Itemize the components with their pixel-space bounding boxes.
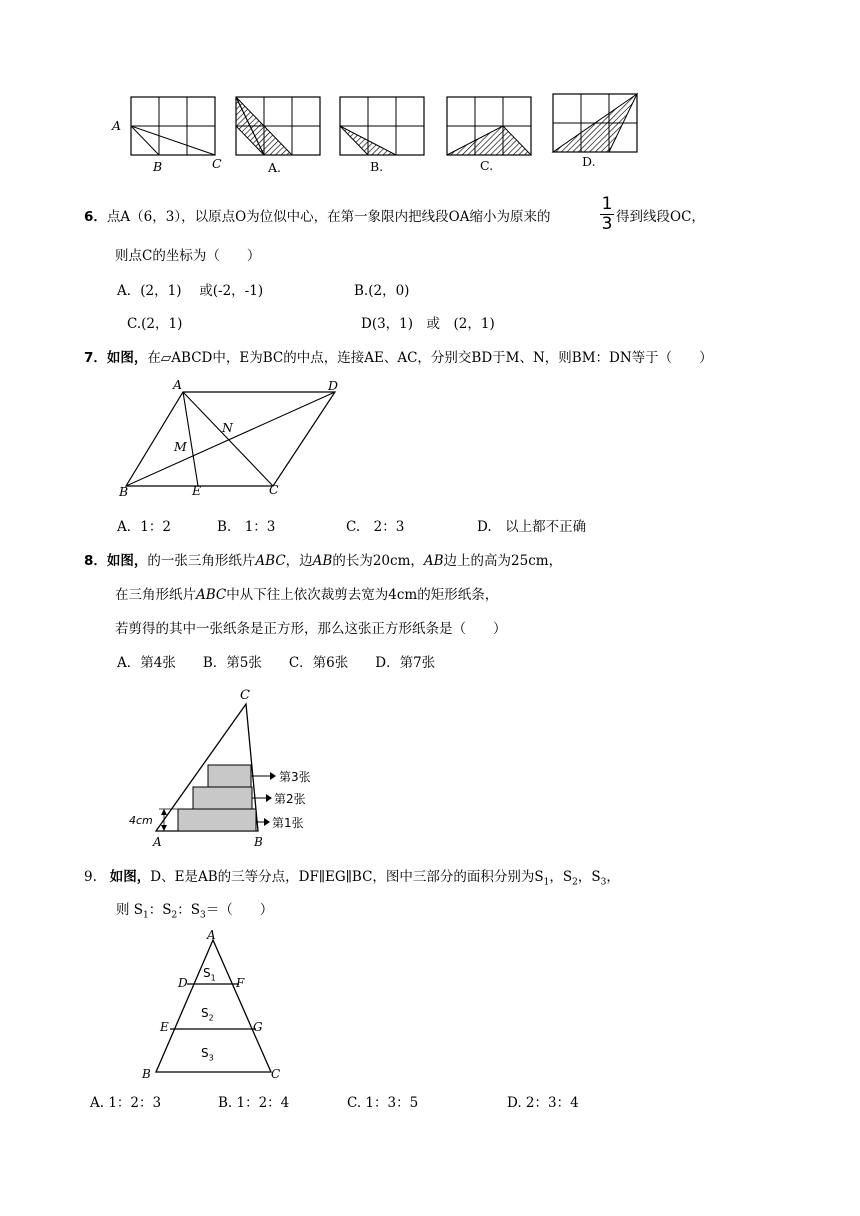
q9-region-s1 xyxy=(203,966,216,982)
q6-stem-pre: 点A（6，3），以原点O为位似中心，在第一象限内把线段OA缩小为原来的 xyxy=(106,209,551,225)
q6-option-b: B.(2，0) xyxy=(354,283,410,299)
fig5-option-c-label: C. xyxy=(480,158,494,173)
q8-line1-b: ，边 xyxy=(285,553,313,569)
q9-label-b: B xyxy=(142,1067,151,1081)
q8-strip-3-label: 第3张 xyxy=(279,770,311,784)
q7-prefix: 如图， xyxy=(106,350,148,366)
q6-fraction xyxy=(600,196,614,233)
q9-option-a: A. 1：2：3 xyxy=(90,1095,162,1111)
q6-option-d: D(3，1) 或 (2，1) xyxy=(361,316,495,332)
q9-line2 xyxy=(116,900,273,926)
q7-number: 7． xyxy=(84,350,107,366)
q8-line1-d: 边上的高为25cm， xyxy=(443,553,563,569)
q7-option-d: D. 以上都不正确 xyxy=(477,519,587,535)
q8-abc-2: ABC xyxy=(196,587,227,603)
q9-sub-2: 2 xyxy=(572,877,578,888)
q9-option-c: C. 1：3：5 xyxy=(347,1095,419,1111)
q8-label-c: C xyxy=(240,688,250,703)
q9-region-s3-sub: 3 xyxy=(208,1053,214,1063)
q9-region-s3 xyxy=(201,1046,214,1062)
q8-number: 8． xyxy=(84,553,107,569)
q9-number: 9. xyxy=(84,869,97,885)
q9-label-a: A xyxy=(207,928,216,942)
q9-line1 xyxy=(84,867,620,893)
q9-line2-c: ：S xyxy=(177,902,201,918)
q9-region-s2-sub: 2 xyxy=(208,1013,214,1023)
q7-stem-text: 在▱ABCD中，E为BC的中点，连接AE、AC，分别交BD于M、N，则BM：DN等于（ ） xyxy=(147,350,713,366)
q7-option-a: A．1：2 xyxy=(117,519,171,535)
q8-line1-c: 的长为20cm， xyxy=(332,553,424,569)
q9-line2-sub-2: 2 xyxy=(171,910,178,921)
q9-prefix: 如图， xyxy=(109,869,151,885)
q8-ab-2: AB xyxy=(423,553,444,569)
q9-stem-d: ， xyxy=(606,869,620,885)
option-d-grid-figure xyxy=(553,94,637,152)
fig5-option-a-label: A. xyxy=(268,160,282,175)
q6-fraction-numerator: 1 xyxy=(601,194,613,214)
q8-strip-2-label: 第2张 xyxy=(274,792,306,806)
q9-option-d: D. 2：3：4 xyxy=(507,1095,579,1111)
q9-option-b: B. 1：2：4 xyxy=(218,1095,290,1111)
q9-label-g: G xyxy=(253,1020,263,1034)
q8-options: A．第4张 B．第5张 C．第6张 D．第7张 xyxy=(117,655,436,671)
q9-stem-b: ，S xyxy=(549,869,573,885)
q7-label-m: M xyxy=(174,439,187,454)
option-b-grid-figure xyxy=(340,97,424,155)
fig5-label-b: B xyxy=(153,159,163,174)
option-a-grid-figure xyxy=(236,97,320,155)
q9-line2-a: 则 S xyxy=(116,902,144,918)
q9-line2-b: ：S xyxy=(148,902,172,918)
fig5-option-d-label: D. xyxy=(582,154,596,169)
q6-option-a: A．(2，1) 或(-2，-1) xyxy=(117,283,264,299)
fig5-label-c: C xyxy=(212,156,222,171)
q9-region-s1-sub: 1 xyxy=(210,973,216,983)
q9-label-d: D xyxy=(178,976,188,990)
q7-label-d: D xyxy=(328,378,339,393)
q9-region-s3-letter: S xyxy=(201,1046,209,1060)
q9-line2-sub-3: 3 xyxy=(200,910,206,921)
q9-region-s1-letter: S xyxy=(203,966,211,980)
q6-option-c: C.(2，1) xyxy=(127,316,183,332)
q6-fraction-denominator: 3 xyxy=(601,214,613,234)
q7-label-n: N xyxy=(222,420,233,435)
q8-prefix: 如图， xyxy=(106,553,148,569)
parallelogram-figure xyxy=(110,376,350,500)
q8-line2-a: 在三角形纸片 xyxy=(115,587,196,603)
q6-stem xyxy=(84,207,550,227)
q8-line2-b: 中从下往上依次裁剪去宽为4cm的矩形纸条， xyxy=(226,587,499,603)
q8-line2 xyxy=(115,585,498,605)
q9-sub-1: 1 xyxy=(543,877,550,888)
q8-label-a: A xyxy=(153,835,162,849)
q7-label-e: E xyxy=(192,483,202,498)
q8-line1 xyxy=(84,551,562,571)
q9-line2-d: ＝（ ） xyxy=(205,902,274,918)
fig5-label-a: A xyxy=(112,118,122,133)
q6-stem2: 则点C的坐标为（ ） xyxy=(115,248,261,264)
q8-line3: 若剪得的其中一张纸条是正方形，那么这张正方形纸条是（ ） xyxy=(115,621,507,637)
q9-stem-c: ，S xyxy=(577,869,601,885)
q8-line1-a: 的一张三角形纸片 xyxy=(147,553,256,569)
q9-label-f: F xyxy=(236,976,245,990)
q8-label-b: B xyxy=(254,835,263,849)
q8-label-height: 4cm xyxy=(129,814,153,827)
q8-ab-1: AB xyxy=(312,553,333,569)
fig5-option-b-label: B. xyxy=(370,159,384,174)
q9-sub-3: 3 xyxy=(600,877,607,888)
q6-number: 6． xyxy=(84,209,107,225)
original-grid-figure xyxy=(131,97,215,155)
q9-stem-a: D、E是AB的三等分点，DF∥EG∥BC，图中三部分的面积分别为S xyxy=(150,869,544,885)
q7-option-b: B. 1：3 xyxy=(217,519,276,535)
q7-label-a: A xyxy=(173,377,183,392)
q7-label-b: B xyxy=(119,484,129,499)
q7-stem xyxy=(84,348,713,368)
q9-label-c: C xyxy=(271,1067,281,1081)
q7-label-c: C xyxy=(269,482,279,497)
q7-option-c: C. 2：3 xyxy=(346,519,405,535)
q9-region-s2-letter: S xyxy=(201,1006,209,1020)
q9-label-e: E xyxy=(160,1020,169,1034)
q6-stem-post: 得到线段OC， xyxy=(616,209,705,225)
triangle-sections-figure xyxy=(140,930,290,1080)
option-c-grid-figure xyxy=(447,97,531,155)
q9-region-s2 xyxy=(201,1006,214,1022)
q8-strip-1-label: 第1张 xyxy=(272,816,304,830)
q8-abc: ABC xyxy=(255,553,286,569)
q9-line2-sub-1: 1 xyxy=(143,910,149,921)
